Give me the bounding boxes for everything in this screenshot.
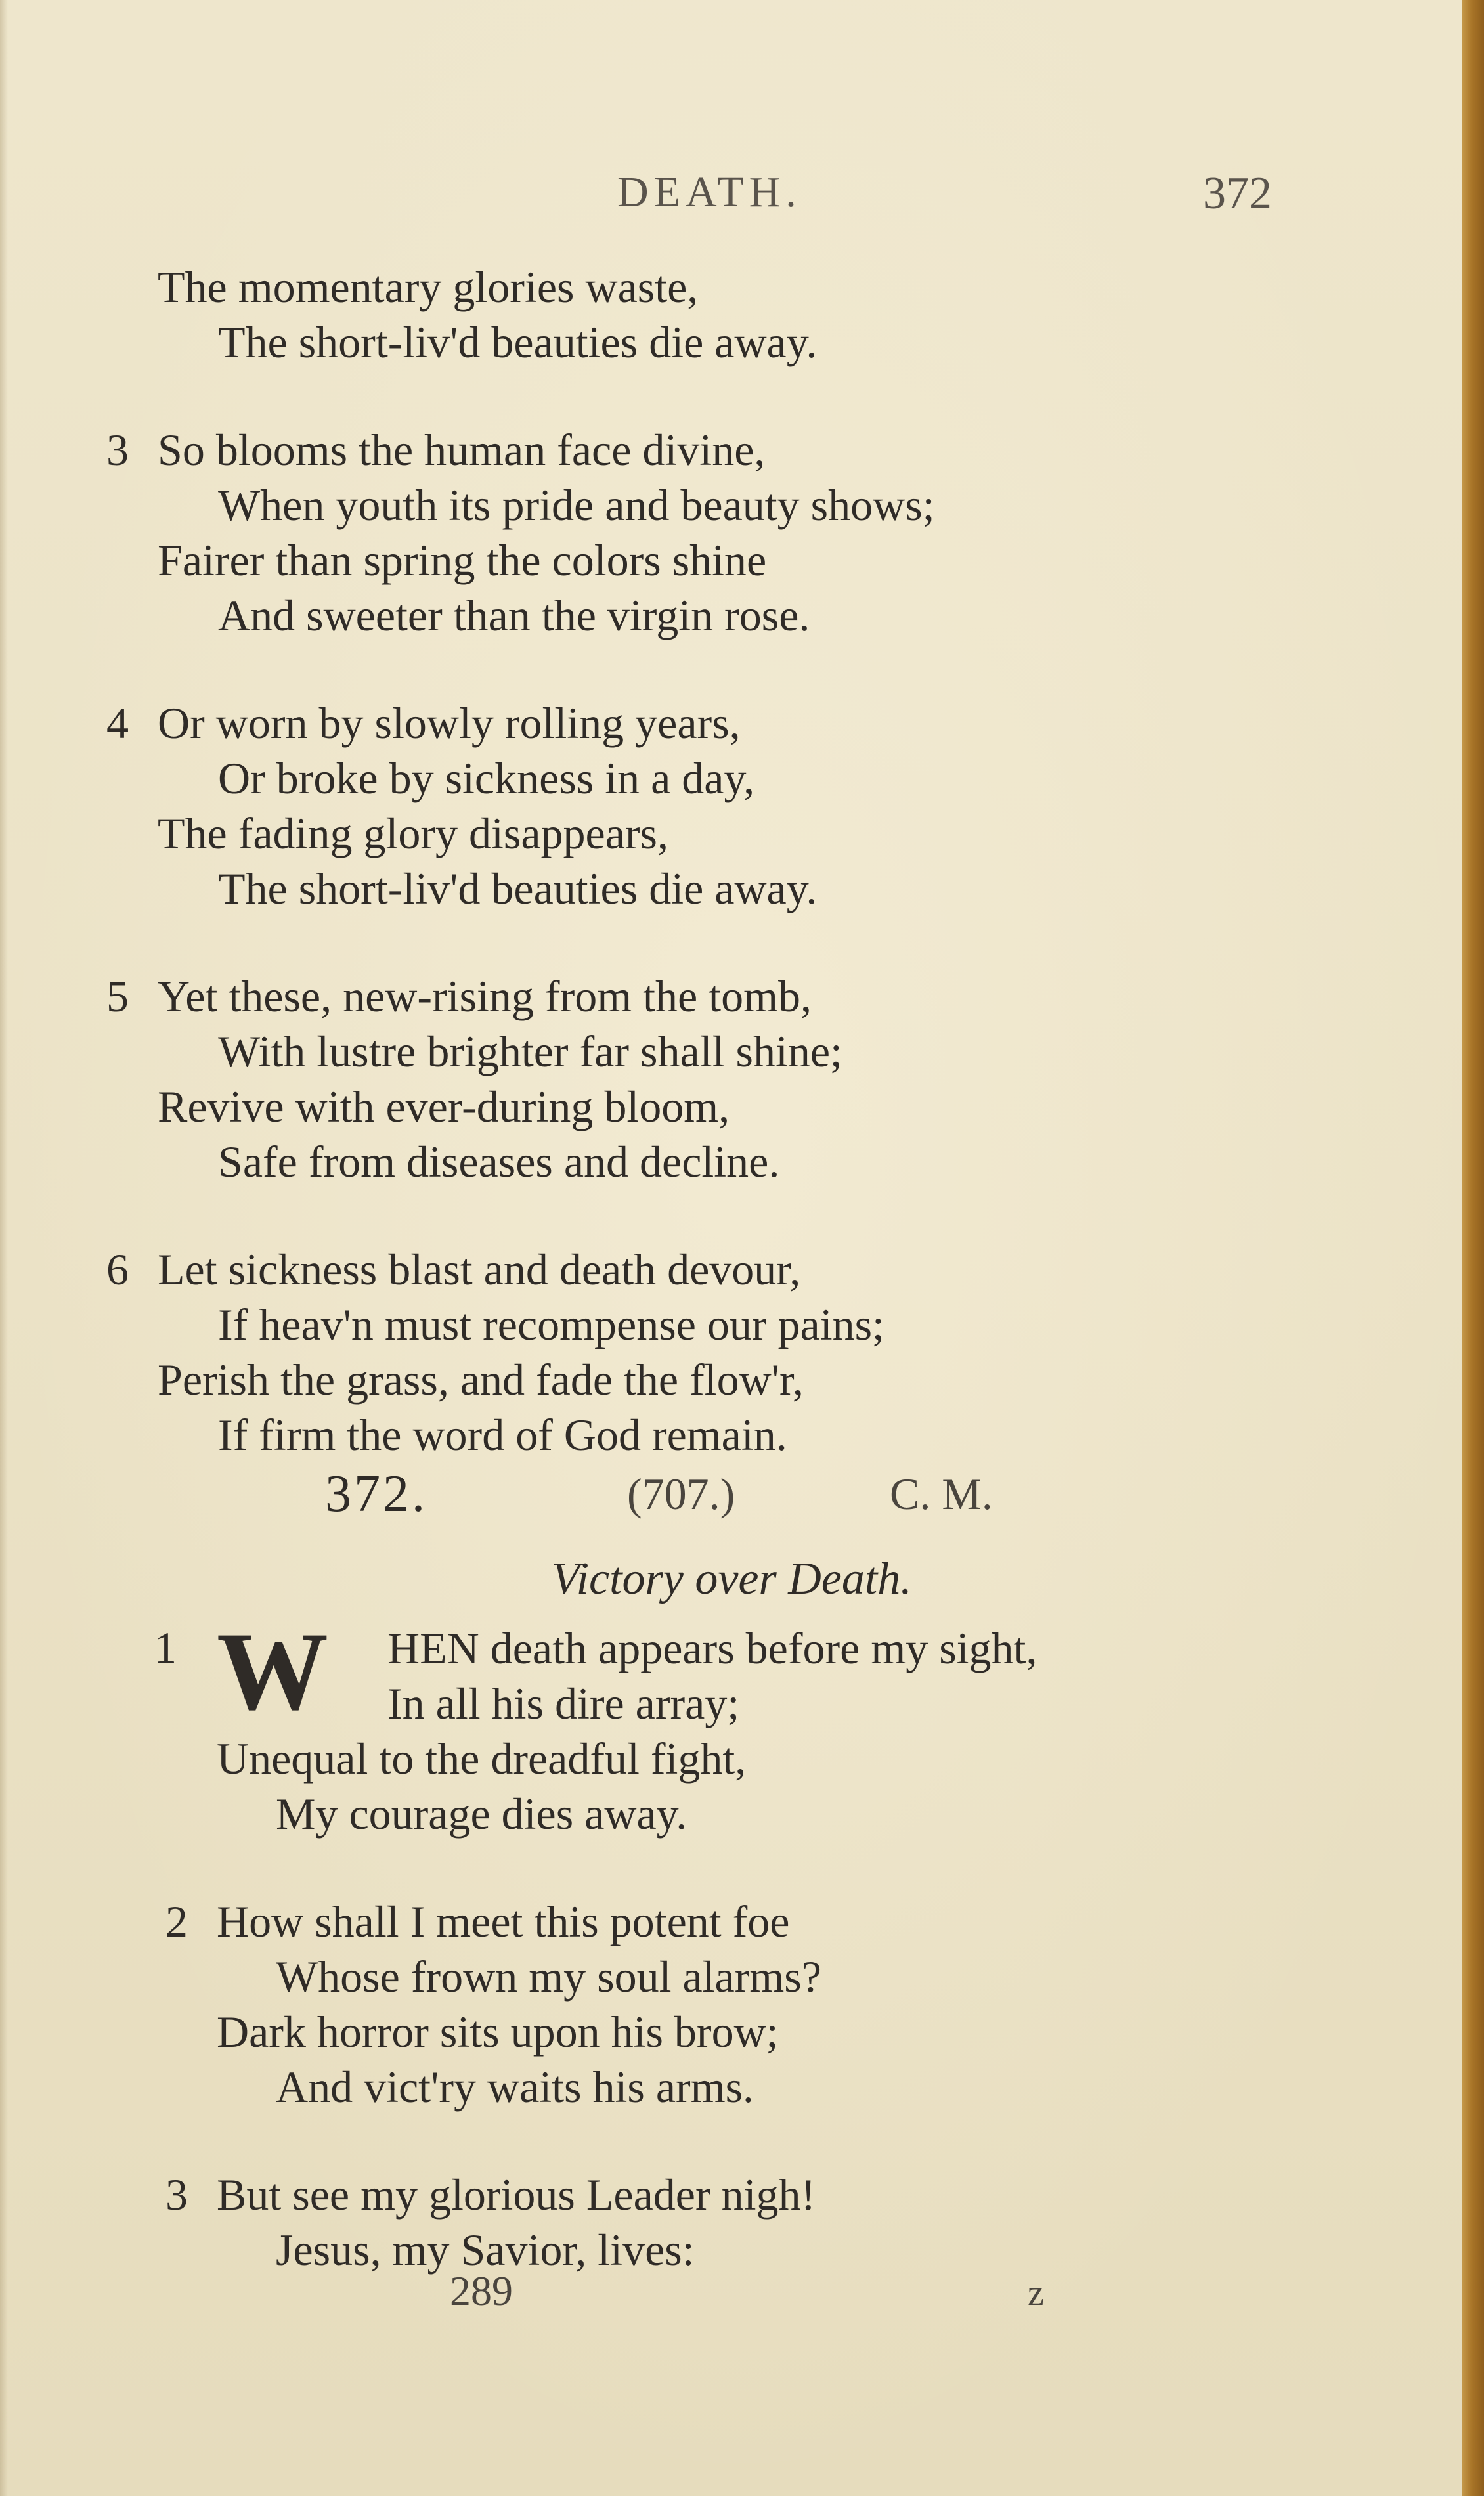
verse-line: And vict'ry waits his arms. <box>276 2062 754 2112</box>
verse-line: Dark horror sits upon his brow; <box>217 2007 779 2057</box>
page-number: 372 <box>1203 168 1272 219</box>
verse-line: My courage dies away. <box>276 1789 687 1839</box>
stanza-number: 2 <box>165 1896 188 1946</box>
signature-number: 289 <box>450 2267 513 2314</box>
verse-line: Perish the grass, and fade the flow'r, <box>158 1355 804 1405</box>
verse-line: In all his dire array; <box>387 1678 740 1728</box>
verse-line: The short-liv'd beauties die away. <box>218 317 818 367</box>
hymn-meter: C. M. <box>890 1469 993 1519</box>
verse-line: When youth its pride and beauty shows; <box>218 480 935 530</box>
stanza-number: 3 <box>106 425 129 475</box>
hymn-number: 372. <box>325 1465 427 1523</box>
running-head: DEATH. <box>617 168 802 216</box>
verse-line: Fairer than spring the colors shine <box>158 535 767 585</box>
hymn-text <box>165 1609 1300 2277</box>
page-header <box>0 167 1462 227</box>
verse-line: The short-liv'd beauties die away. <box>218 864 818 913</box>
verse-line: Or broke by sickness in a day, <box>218 753 755 803</box>
stanza-number: 6 <box>106 1244 129 1294</box>
page-footer <box>0 2267 1462 2319</box>
verse-line: W HEN death appears before my sight, <box>217 1609 1037 1733</box>
verse-line: Revive with ever-during bloom, <box>158 1082 730 1131</box>
verse-line: Unequal to the dreadful fight, <box>217 1734 747 1784</box>
verse-line: If firm the word of God remain. <box>218 1410 787 1460</box>
previous-hymn-text <box>106 259 1274 1462</box>
verse-line: The fading glory disappears, <box>158 808 668 858</box>
gilt-page-edge <box>1462 0 1484 2496</box>
verse-line: Jesus, my Savior, lives: <box>276 2225 695 2275</box>
verse-line: 4 Or worn by slowly rolling years, <box>158 695 1274 751</box>
verse-line: If heav'n must recompense our pains; <box>218 1300 884 1349</box>
verse-line: 2 How shall I meet this potent foe <box>217 1894 1300 1949</box>
verse-line: 3 But see my glorious Leader nigh! <box>217 2167 1300 2222</box>
verse-line: And sweeter than the virgin rose. <box>218 590 810 640</box>
verse-line: Safe from diseases and decline. <box>218 1137 780 1187</box>
hymn-title: Victory over Death. <box>552 1554 912 1604</box>
verse-line: With lustre brighter far shall shine; <box>218 1026 842 1076</box>
verse-line: The momentary glories waste, <box>158 262 699 312</box>
stanza-number: 4 <box>106 698 129 748</box>
stanza-number: 3 <box>165 2170 188 2220</box>
stanza-number: 1 <box>154 1623 177 1673</box>
verse-line: 3 So blooms the human face divine, <box>158 422 1274 477</box>
drop-cap: W <box>217 1609 328 1733</box>
page-shadow-left <box>0 0 8 2496</box>
hymn-tune-reference: (707.) <box>627 1469 735 1519</box>
signature-mark: z <box>1028 2273 1044 2313</box>
stanza-number: 5 <box>106 971 129 1021</box>
hymn-heading <box>0 1464 1462 1530</box>
verse-line: 5 Yet these, new-rising from the tomb, <box>158 969 1274 1024</box>
verse-line: Whose frown my soul alarms? <box>276 1952 821 2002</box>
verse-line: 6 Let sickness blast and death devour, <box>158 1242 1274 1297</box>
